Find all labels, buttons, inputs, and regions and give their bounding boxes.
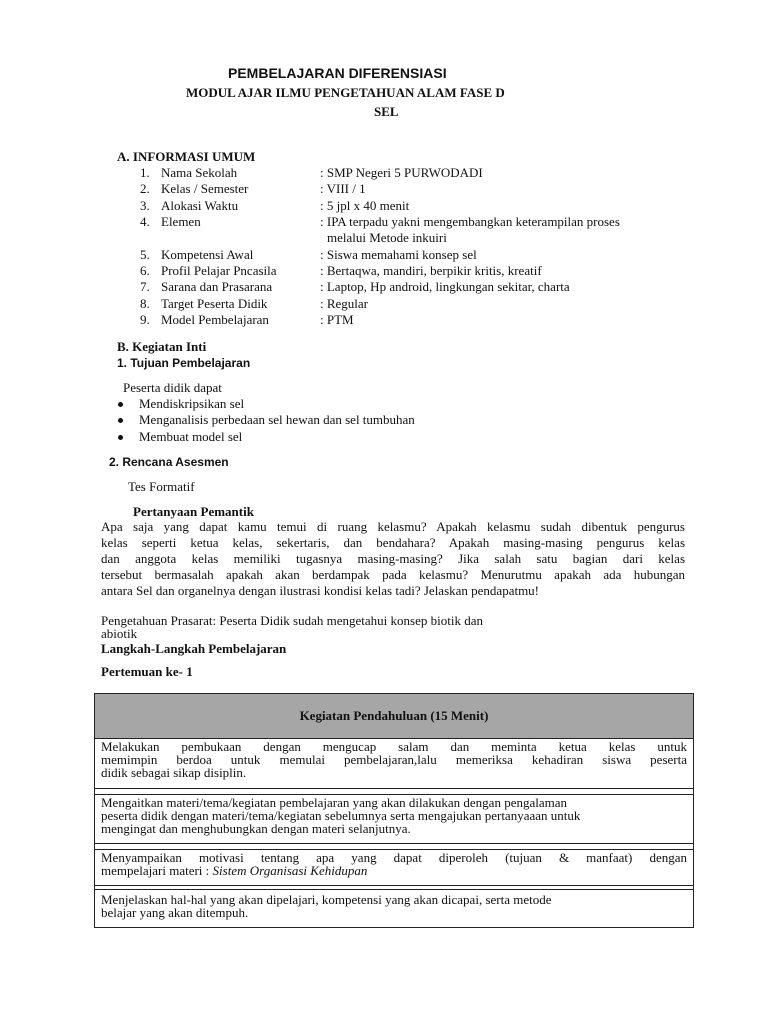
- table-row-text: mempelajari materi :: [101, 863, 213, 878]
- table-row: [95, 739, 693, 789]
- info-value-continued: melalui Metode inkuiri: [327, 230, 447, 245]
- table-row-line: Menjelaskan hal-hal yang akan dipelajari, kompetensi yang akan dicapai, serta metode: [101, 892, 552, 907]
- info-label: Model Pembelajaran: [161, 312, 269, 327]
- info-value: : Siswa memahami konsep sel: [320, 247, 477, 262]
- info-value: : Regular: [320, 296, 369, 311]
- table-header-text: Kegiatan Pendahuluan (15 Menit): [299, 708, 489, 723]
- bullet-item: [118, 429, 242, 445]
- bullet-item: [118, 412, 415, 428]
- info-number: 8.: [140, 296, 150, 311]
- info-number: 5.: [140, 247, 150, 262]
- info-value: : Laptop, Hp android, lingkungan sekitar, charta: [320, 279, 570, 294]
- info-value: : VIII / 1: [320, 181, 366, 196]
- table-row-line: Menyampaikan motivasi tentang apa yang dapat diperoleh (tujuan & manfaat) dengan: [101, 850, 687, 865]
- info-label: Kompetensi Awal: [161, 247, 254, 262]
- materi-name: Sistem Organisasi Kehidupan: [212, 863, 368, 878]
- table-row-line: Mengaitkan materi/tema/kegiatan pembelajaran yang akan dilakukan dengan pengalaman: [101, 795, 568, 810]
- info-label: Profil Pelajar Pncasila: [161, 263, 277, 278]
- pertemuan-label: Pertemuan ke- 1: [101, 664, 193, 679]
- table-row-line: memimpin berdoa untuk memulai pembelajaran,lalu memeriksa kehadiran siswa peserta: [101, 752, 687, 767]
- bullet-item: [118, 396, 244, 412]
- asesmen-heading: 2. Rencana Asesmen: [109, 455, 229, 469]
- section-a-heading: A. INFORMASI UMUM: [117, 149, 256, 164]
- info-number: 9.: [140, 312, 150, 327]
- bullet-text: Menganalisis perbedaan sel hewan dan sel tumbuhan: [139, 412, 415, 427]
- prasarat-line: Pengetahuan Prasarat: Peserta Didik sudah mengetahui konsep biotik dan: [101, 613, 483, 628]
- pemantik-heading: Pertanyaan Pemantik: [133, 504, 254, 519]
- kegiatan-table: [94, 693, 694, 928]
- info-label: Alokasi Waktu: [161, 198, 239, 213]
- info-number: 6.: [140, 263, 150, 278]
- info-label: Nama Sekolah: [161, 165, 238, 180]
- info-value: : SMP Negeri 5 PURWODADI: [320, 165, 483, 180]
- info-label: Elemen: [161, 214, 201, 229]
- info-label: Kelas / Semester: [161, 181, 249, 196]
- prasarat-line: abiotik: [101, 626, 138, 641]
- tujuan-heading: 1. Tujuan Pembelajaran: [117, 356, 251, 370]
- table-row: [95, 849, 693, 886]
- pemantik-line: antara Sel dan organelnya dengan ilustrasi kondisi kelas tadi? Jelaskan pendapatmu!: [101, 583, 540, 598]
- info-value: : PTM: [320, 312, 354, 327]
- table-header: [95, 694, 693, 739]
- info-label: Sarana dan Prasarana: [161, 279, 273, 294]
- bullet-text: Mendiskripsikan sel: [139, 396, 245, 411]
- asesmen-value: Tes Formatif: [128, 479, 195, 494]
- info-number: 1.: [140, 165, 150, 180]
- info-number: 7.: [140, 279, 150, 294]
- info-number: 3.: [140, 198, 150, 213]
- info-label: Target Peserta Didik: [161, 296, 268, 311]
- pemantik-line: Apa saja yang dapat kamu temui di ruang kelasmu? Apakah kelasmu sudah dibentuk pengurus: [101, 519, 685, 534]
- table-row-line: belajar yang akan ditempuh.: [101, 905, 249, 920]
- bullet-icon: [118, 418, 123, 423]
- info-value: : IPA terpadu yakni mengembangkan keterampilan proses: [320, 214, 620, 229]
- document-topic: SEL: [374, 104, 399, 119]
- table-row-line: mengingat dan menghubungkan dengan materi selanjutnya.: [101, 821, 411, 836]
- pemantik-paragraph: [101, 519, 685, 599]
- tujuan-intro: Peserta didik dapat: [123, 380, 222, 395]
- document-subtitle: MODUL AJAR ILMU PENGETAHUAN ALAM FASE D: [186, 85, 505, 100]
- pemantik-line: dan anggota kelas memiliki tugasnya masing-masing? Jika salah satu bagian dari kelas: [101, 551, 685, 566]
- info-value: : Bertaqwa, mandiri, berpikir kritis, kreatif: [320, 263, 542, 278]
- info-number: 2.: [140, 181, 150, 196]
- bullet-text: Membuat model sel: [139, 429, 243, 444]
- table-row-line: peserta didik dengan materi/tema/kegiatan sebelumnya serta mengajukan pertanyaaan untuk: [101, 808, 581, 823]
- table-row-line: [101, 864, 687, 877]
- bullet-icon: [118, 402, 123, 407]
- bullet-icon: [118, 435, 123, 440]
- pemantik-line: kelas seperti ketua kelas, sekertaris, dan bendahara? Apakah masing-masing pengurus kelas: [101, 535, 685, 550]
- table-row: [95, 794, 693, 844]
- document-title: PEMBELAJARAN DIFERENSIASI: [228, 65, 447, 81]
- section-b-heading: B. Kegiatan Inti: [117, 339, 207, 354]
- table-row: [95, 889, 693, 927]
- pemantik-line: tersebut bermasalah apakah akan berdampak pada kelasmu? Menurutmu apakah ada hubungan: [101, 567, 685, 582]
- table-row-line: didik sebagai sikap disiplin.: [101, 765, 247, 780]
- info-value: : 5 jpl x 40 menit: [320, 198, 410, 213]
- info-number: 4.: [140, 214, 150, 229]
- table-row-line: Melakukan pembukaan dengan mengucap salam dan meminta ketua kelas untuk: [101, 739, 687, 754]
- langkah-heading: Langkah-Langkah Pembelajaran: [101, 641, 287, 656]
